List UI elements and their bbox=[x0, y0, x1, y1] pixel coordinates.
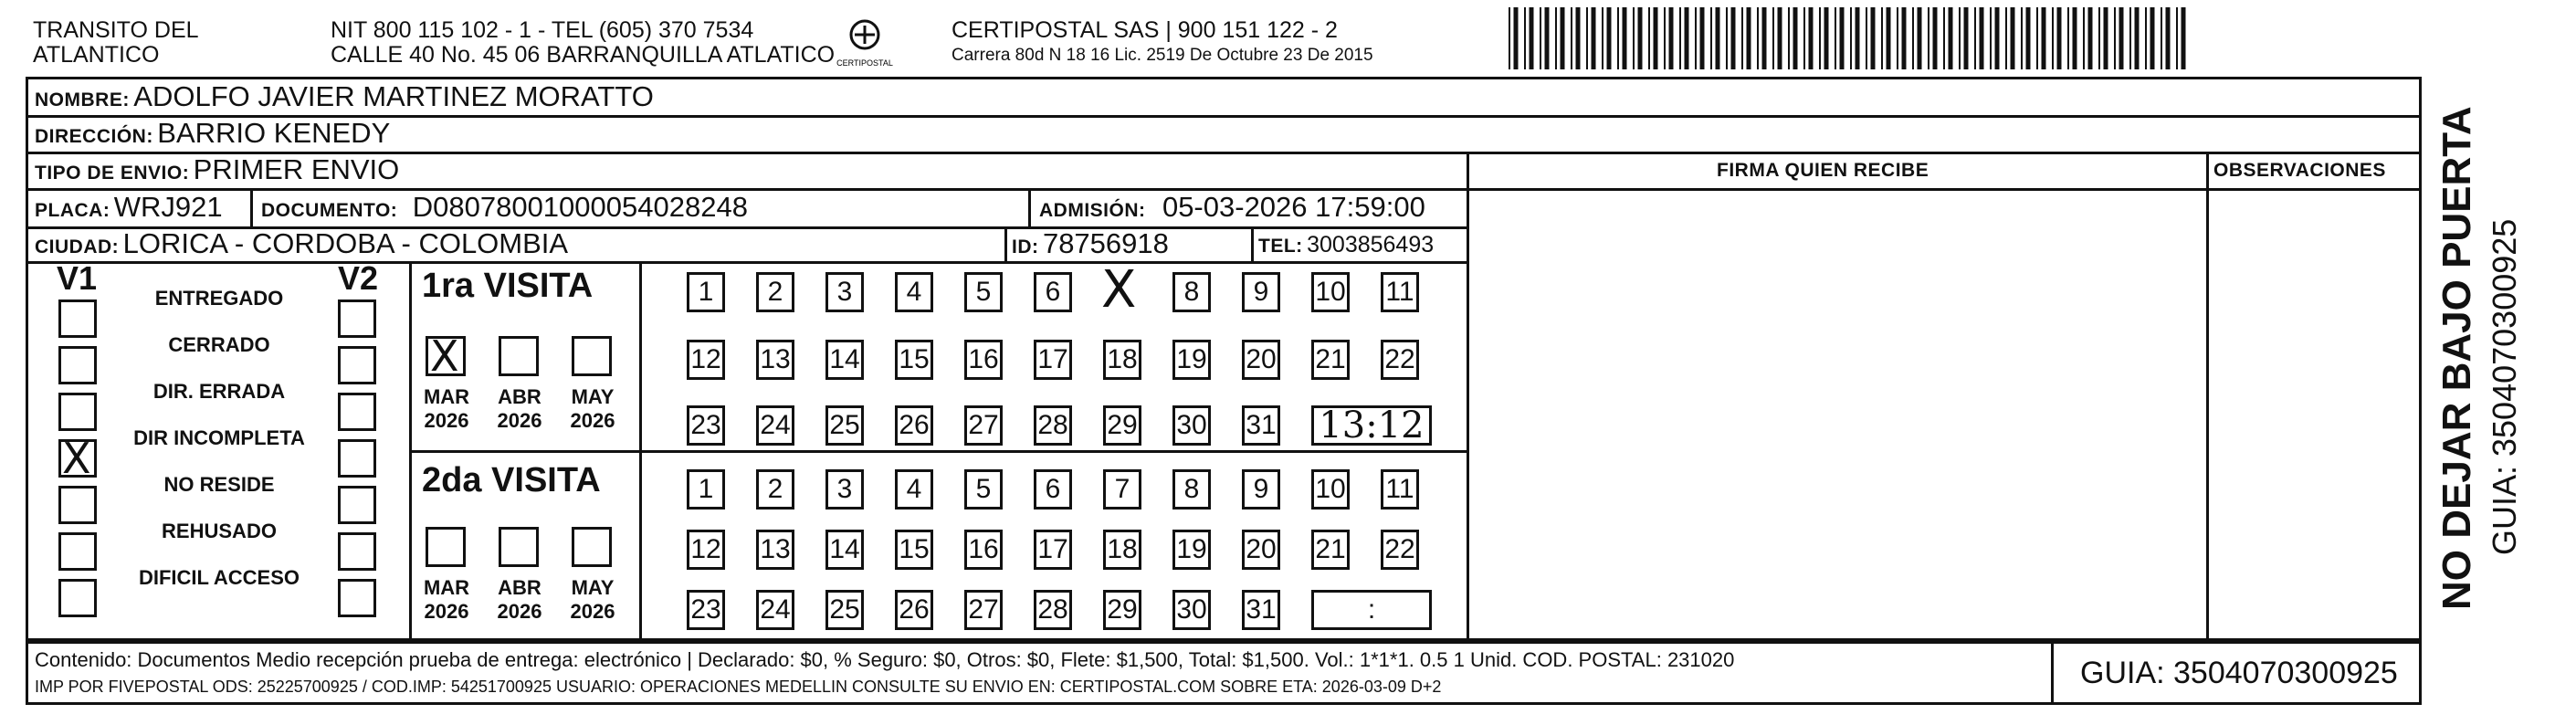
barcode-bar bbox=[2182, 7, 2186, 69]
barcode-bar bbox=[2135, 7, 2140, 69]
side-guia: GUIA: 3504070300925 bbox=[2486, 218, 2523, 555]
firma-label: FIRMA QUIEN RECIBE bbox=[1717, 160, 1929, 181]
year-label: 2026 bbox=[424, 409, 469, 432]
month-checkbox[interactable] bbox=[572, 336, 612, 376]
barcode-bar bbox=[1912, 7, 1914, 69]
visit-time[interactable]: : bbox=[1311, 590, 1432, 630]
barcode-bar bbox=[1576, 7, 1581, 69]
visit-time[interactable]: 13:12 bbox=[1311, 405, 1432, 446]
v1-checkbox[interactable] bbox=[58, 393, 97, 431]
v1-checkbox[interactable] bbox=[58, 486, 97, 524]
day-box[interactable]: 26 bbox=[895, 590, 933, 630]
day-box[interactable]: 29 bbox=[1103, 405, 1141, 446]
direccion-row bbox=[35, 117, 390, 150]
day-box[interactable]: 20 bbox=[1242, 340, 1280, 380]
day-box[interactable]: 6 bbox=[1034, 272, 1072, 312]
barcode-bar bbox=[1949, 7, 1953, 69]
month-caption bbox=[559, 576, 626, 624]
barcode-bar bbox=[1679, 7, 1681, 69]
day-box[interactable]: 10 bbox=[1311, 469, 1350, 510]
logo-text: CERTIPOSTAL bbox=[836, 58, 893, 68]
ciudad-row bbox=[35, 227, 568, 260]
day-box[interactable]: 1 bbox=[687, 272, 725, 312]
barcode-bar bbox=[1530, 7, 1534, 69]
barcode-bar bbox=[1995, 7, 2000, 69]
day-box[interactable]: 12 bbox=[687, 530, 725, 570]
barcode-bar bbox=[2073, 7, 2077, 69]
day-box[interactable]: 1 bbox=[687, 469, 725, 510]
day-box[interactable]: 5 bbox=[964, 272, 1003, 312]
barcode-bar bbox=[1607, 7, 1612, 69]
barcode-bar bbox=[1887, 7, 1891, 69]
barcode-bar bbox=[1731, 7, 1736, 69]
barcode-bar bbox=[1685, 7, 1689, 69]
status-option-label: CERRADO bbox=[168, 333, 270, 356]
day-box[interactable]: 8 bbox=[1172, 469, 1211, 510]
barcode-bar bbox=[1561, 7, 1565, 69]
month-checkbox[interactable] bbox=[426, 331, 466, 381]
year-label: 2026 bbox=[497, 600, 542, 623]
month-caption bbox=[413, 385, 480, 433]
month-checkbox[interactable] bbox=[572, 527, 612, 567]
barcode-bar bbox=[1669, 7, 1674, 69]
day-box[interactable] bbox=[1101, 260, 1141, 320]
barcode-bar bbox=[1514, 7, 1519, 69]
day-box[interactable]: 3 bbox=[825, 469, 864, 510]
sender-info bbox=[331, 18, 835, 68]
nombre-value: ADOLFO JAVIER MARTINEZ MORATTO bbox=[133, 80, 654, 112]
day-box[interactable]: 22 bbox=[1381, 530, 1419, 570]
day-box[interactable]: 7 bbox=[1103, 469, 1141, 510]
barcode-bar bbox=[1943, 7, 1945, 69]
barcode-bar bbox=[1881, 7, 1883, 69]
day-box[interactable]: 16 bbox=[964, 530, 1003, 570]
v2-checkbox[interactable] bbox=[338, 439, 376, 478]
tipo-envio-value: PRIMER ENVIO bbox=[193, 153, 400, 185]
barcode-bar bbox=[2036, 7, 2038, 69]
day-box[interactable]: 19 bbox=[1172, 340, 1211, 380]
barcode-bar bbox=[1974, 7, 1976, 69]
day-box[interactable]: 18 bbox=[1103, 530, 1141, 570]
barcode-bar bbox=[2011, 7, 2015, 69]
barcode-bar bbox=[1623, 7, 1627, 69]
v1-checkbox[interactable] bbox=[58, 299, 97, 338]
status-option-label: DIFICIL ACCESO bbox=[138, 566, 300, 589]
day-box[interactable]: 14 bbox=[825, 530, 864, 570]
sender-line-2: ATLANTICO bbox=[33, 42, 160, 68]
placa-row bbox=[35, 191, 223, 224]
month-checkbox[interactable] bbox=[499, 336, 539, 376]
barcode-bar bbox=[1638, 7, 1643, 69]
first-visit-title: 1ra VISITA bbox=[422, 267, 594, 305]
sender-line-1: TRANSITO DEL bbox=[33, 17, 199, 43]
barcode-bar bbox=[1793, 7, 1798, 69]
day-box[interactable]: 18 bbox=[1103, 340, 1141, 380]
year-label: 2026 bbox=[570, 600, 615, 623]
check-mark: X bbox=[1101, 260, 1137, 320]
month-caption bbox=[559, 385, 626, 433]
day-box[interactable]: 31 bbox=[1242, 405, 1280, 446]
status-option-label: ENTREGADO bbox=[154, 287, 284, 310]
barcode-bar bbox=[2098, 7, 2100, 69]
barcode-bar bbox=[1757, 7, 1759, 69]
day-box[interactable]: 17 bbox=[1034, 530, 1072, 570]
barcode-bar bbox=[1856, 7, 1860, 69]
day-box[interactable]: 21 bbox=[1311, 340, 1350, 380]
day-box[interactable]: 26 bbox=[895, 405, 933, 446]
day-box[interactable]: 13 bbox=[756, 340, 794, 380]
barcode-bar bbox=[2057, 7, 2062, 69]
barcode-bar bbox=[2042, 7, 2046, 69]
documento-value: D08078001000054028248 bbox=[412, 191, 748, 223]
day-box[interactable]: 23 bbox=[687, 590, 725, 630]
ciudad-value: LORICA - CORDOBA - COLOMBIA bbox=[122, 227, 569, 259]
barcode-bar bbox=[1700, 7, 1705, 69]
day-box[interactable]: 2 bbox=[756, 272, 794, 312]
barcode-bar bbox=[1710, 7, 1712, 69]
barcode-bar bbox=[2083, 7, 2085, 69]
day-box[interactable]: 9 bbox=[1242, 272, 1280, 312]
courier-name: CERTIPOSTAL SAS | 900 151 122 - 2 bbox=[952, 17, 1338, 43]
day-box[interactable]: 24 bbox=[756, 590, 794, 630]
v2-label: V2 bbox=[338, 259, 379, 297]
documento-label: DOCUMENTO: bbox=[261, 200, 398, 221]
courier-info bbox=[952, 18, 1373, 66]
day-box[interactable]: 25 bbox=[825, 405, 864, 446]
year-label: 2026 bbox=[497, 409, 542, 432]
direccion-value: BARRIO KENEDY bbox=[157, 117, 391, 149]
no-dejar-warning: NO DEJAR BAJO PUERTA bbox=[2434, 106, 2479, 610]
status-option-label: NO RESIDE bbox=[163, 473, 275, 496]
day-box[interactable]: 31 bbox=[1242, 590, 1280, 630]
day-box[interactable]: 22 bbox=[1381, 340, 1419, 380]
barcode-bar bbox=[1545, 7, 1550, 69]
barcode-bar bbox=[1664, 7, 1666, 69]
day-box[interactable]: 4 bbox=[895, 272, 933, 312]
direccion-label: DIRECCIÓN: bbox=[35, 126, 153, 147]
month-checkbox[interactable] bbox=[499, 527, 539, 567]
observaciones-label: OBSERVACIONES bbox=[2213, 160, 2386, 181]
barcode-bar bbox=[2088, 7, 2093, 69]
barcode-bar bbox=[1602, 7, 1603, 69]
month-label: MAR bbox=[423, 385, 470, 408]
status-option-label: REHUSADO bbox=[162, 520, 277, 542]
day-box[interactable]: 15 bbox=[895, 530, 933, 570]
barcode-bar bbox=[1617, 7, 1619, 69]
v1-checkbox[interactable] bbox=[58, 346, 97, 384]
day-box[interactable]: 10 bbox=[1311, 272, 1350, 312]
v1-checkbox[interactable] bbox=[58, 579, 97, 617]
year-label: 2026 bbox=[570, 409, 615, 432]
barcode-bar bbox=[2005, 7, 2007, 69]
barcode-bar bbox=[1897, 7, 1898, 69]
sender-address: CALLE 40 No. 45 06 BARRANQUILLA ATLATICO bbox=[331, 42, 836, 68]
tel-label: TEL: bbox=[1258, 236, 1303, 257]
barcode-bar bbox=[1871, 7, 1876, 69]
v1-label: V1 bbox=[57, 259, 98, 297]
barcode-bar bbox=[1741, 7, 1743, 69]
barcode-bar bbox=[2021, 7, 2023, 69]
day-box[interactable]: 6 bbox=[1034, 469, 1072, 510]
barcode-bar bbox=[2104, 7, 2108, 69]
v2-checkbox[interactable] bbox=[338, 393, 376, 431]
day-box[interactable]: 16 bbox=[964, 340, 1003, 380]
sender-name bbox=[33, 18, 199, 68]
day-box[interactable]: 14 bbox=[825, 340, 864, 380]
nombre-label: NOMBRE: bbox=[35, 89, 130, 110]
day-box[interactable]: 4 bbox=[895, 469, 933, 510]
v2-checkbox[interactable] bbox=[338, 579, 376, 617]
placa-label: PLACA: bbox=[35, 200, 110, 221]
admision-row bbox=[1039, 191, 1425, 224]
barcode-bar bbox=[1509, 7, 1510, 69]
barcode-bar bbox=[1835, 7, 1836, 69]
barcode-bar bbox=[1850, 7, 1852, 69]
courier-address: Carrera 80d N 18 16 Lic. 2519 De Octubre 23 De 2015 bbox=[952, 46, 1373, 65]
v1-checkbox[interactable] bbox=[58, 434, 97, 483]
barcode-bar bbox=[2145, 7, 2147, 69]
barcode-bar bbox=[1990, 7, 1992, 69]
day-box[interactable]: 21 bbox=[1311, 530, 1350, 570]
barcode-bar bbox=[1824, 7, 1829, 69]
barcode-bar bbox=[1586, 7, 1588, 69]
v2-checkbox[interactable] bbox=[338, 299, 376, 338]
id-row bbox=[1012, 227, 1169, 260]
check-mark: X bbox=[430, 331, 459, 381]
day-box[interactable]: 17 bbox=[1034, 340, 1072, 380]
day-box[interactable]: 27 bbox=[964, 590, 1003, 630]
day-box[interactable]: 24 bbox=[756, 405, 794, 446]
barcode-bar bbox=[2067, 7, 2069, 69]
barcode-bar bbox=[1819, 7, 1821, 69]
barcode-bar bbox=[1840, 7, 1845, 69]
barcode-bar bbox=[1747, 7, 1751, 69]
barcode-bar bbox=[2166, 7, 2171, 69]
day-box[interactable]: 11 bbox=[1381, 469, 1419, 510]
tipo-envio-row bbox=[35, 153, 399, 186]
status-option-label: DIR. ERRADA bbox=[152, 380, 286, 403]
day-box[interactable]: 23 bbox=[687, 405, 725, 446]
month-checkbox[interactable] bbox=[426, 527, 466, 567]
year-label: 2026 bbox=[424, 600, 469, 623]
day-box[interactable]: 28 bbox=[1034, 405, 1072, 446]
placa-value: WRJ921 bbox=[113, 191, 223, 223]
footer-guia: GUIA: 3504070300925 bbox=[2080, 656, 2398, 690]
nombre-row bbox=[35, 80, 654, 113]
day-box[interactable]: 20 bbox=[1242, 530, 1280, 570]
barcode-bar bbox=[1902, 7, 1907, 69]
day-box[interactable]: 27 bbox=[964, 405, 1003, 446]
v2-checkbox[interactable] bbox=[338, 346, 376, 384]
v2-checkbox[interactable] bbox=[338, 532, 376, 571]
barcode-bar bbox=[2176, 7, 2178, 69]
sender-nit: NIT 800 115 102 - 1 - TEL (605) 370 7534 bbox=[331, 17, 754, 43]
day-box[interactable]: 30 bbox=[1172, 405, 1211, 446]
barcode-bar bbox=[1809, 7, 1814, 69]
day-box[interactable]: 5 bbox=[964, 469, 1003, 510]
imp-text: IMP POR FIVEPOSTAL ODS: 25225700925 / COD.IMP: 54251700925 USUARIO: OPERACIONES MEDELLIN CONSULTE SU ENVIO EN: CERTIPOSTAL.COM SOBRE ETA: 2026-03-09 D+2 bbox=[35, 678, 1442, 696]
certipostal-logo bbox=[833, 16, 897, 71]
day-box[interactable]: 2 bbox=[756, 469, 794, 510]
day-box[interactable]: 3 bbox=[825, 272, 864, 312]
documento-row bbox=[261, 191, 748, 224]
month-label: ABR bbox=[498, 385, 541, 408]
month-label: MAY bbox=[571, 576, 615, 599]
barcode-bar bbox=[2052, 7, 2054, 69]
contenido-text: Contenido: Documentos Medio recepción prueba de entrega: electrónico | Declarado: $0, % Seguro: $0, Otros: $0, Flete: $1,500, Total: $1,500. Vol.: 1*1*1. 0.5 1 Unid. COD. POSTAL: 231020 bbox=[35, 648, 1735, 671]
admision-value: 05-03-2026 17:59:00 bbox=[1162, 191, 1425, 223]
barcode-bar bbox=[1928, 7, 1929, 69]
barcode-bar bbox=[1695, 7, 1697, 69]
day-box[interactable]: 25 bbox=[825, 590, 864, 630]
barcode-bar bbox=[1555, 7, 1557, 69]
v1-checkbox[interactable] bbox=[58, 532, 97, 571]
day-box[interactable]: 15 bbox=[895, 340, 933, 380]
month-label: ABR bbox=[498, 576, 541, 599]
day-box[interactable]: 9 bbox=[1242, 469, 1280, 510]
barcode-bar bbox=[1726, 7, 1728, 69]
barcode-bar bbox=[2026, 7, 2031, 69]
barcode-bar bbox=[1772, 7, 1774, 69]
tel-row bbox=[1258, 232, 1434, 258]
barcode-bar bbox=[1788, 7, 1790, 69]
day-box[interactable]: 28 bbox=[1034, 590, 1072, 630]
id-label: ID: bbox=[1012, 236, 1039, 257]
barcode-bar bbox=[1524, 7, 1526, 69]
second-visit-title: 2da VISITA bbox=[422, 461, 601, 499]
barcode-bar bbox=[1980, 7, 1984, 69]
tel-value: 3003856493 bbox=[1307, 232, 1435, 257]
barcode-bar bbox=[1918, 7, 1922, 69]
barcode-bar bbox=[1592, 7, 1596, 69]
month-caption bbox=[413, 576, 480, 624]
tipo-envio-label: TIPO DE ENVIO: bbox=[35, 163, 190, 184]
day-box[interactable]: 12 bbox=[687, 340, 725, 380]
barcode bbox=[1507, 7, 2193, 69]
id-value: 78756918 bbox=[1042, 227, 1169, 259]
day-box[interactable]: 13 bbox=[756, 530, 794, 570]
barcode-bar bbox=[2150, 7, 2155, 69]
barcode-bar bbox=[1540, 7, 1541, 69]
admision-label: ADMISIÓN: bbox=[1039, 200, 1146, 221]
day-box[interactable]: 29 bbox=[1103, 590, 1141, 630]
check-mark: X bbox=[62, 434, 91, 483]
month-caption bbox=[486, 385, 553, 433]
barcode-bar bbox=[1866, 7, 1867, 69]
barcode-bar bbox=[2119, 7, 2124, 69]
status-option-label: DIR INCOMPLETA bbox=[133, 426, 305, 449]
v2-checkbox[interactable] bbox=[338, 486, 376, 524]
barcode-bar bbox=[1762, 7, 1767, 69]
barcode-bar bbox=[1654, 7, 1658, 69]
barcode-bar bbox=[1964, 7, 1969, 69]
day-box[interactable]: 30 bbox=[1172, 590, 1211, 630]
barcode-bar bbox=[1648, 7, 1650, 69]
day-box[interactable]: 8 bbox=[1172, 272, 1211, 312]
barcode-bar bbox=[1571, 7, 1572, 69]
month-label: MAY bbox=[571, 385, 615, 408]
barcode-bar bbox=[1716, 7, 1720, 69]
barcode-bar bbox=[2161, 7, 2162, 69]
barcode-bar bbox=[1933, 7, 1938, 69]
month-label: MAR bbox=[423, 576, 470, 599]
barcode-bar bbox=[1803, 7, 1805, 69]
barcode-bar bbox=[2114, 7, 2116, 69]
barcode-bar bbox=[2129, 7, 2131, 69]
barcode-bar bbox=[1778, 7, 1782, 69]
month-caption bbox=[486, 576, 553, 624]
day-box[interactable]: 11 bbox=[1381, 272, 1419, 312]
day-box[interactable]: 19 bbox=[1172, 530, 1211, 570]
barcode-bar bbox=[1959, 7, 1961, 69]
barcode-bar bbox=[1633, 7, 1635, 69]
ciudad-label: CIUDAD: bbox=[35, 236, 120, 257]
